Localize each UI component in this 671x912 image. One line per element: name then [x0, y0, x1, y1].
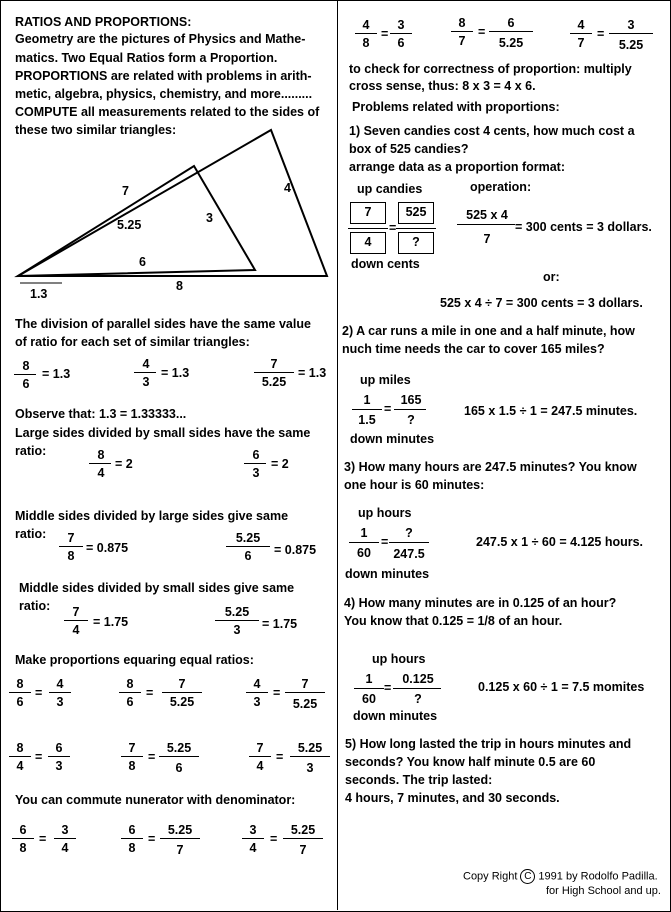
prop-b: 8	[19, 841, 27, 855]
prop-d: 6	[397, 36, 405, 50]
make-proportions-text: Make proportions equaring equal ratios:	[15, 653, 254, 667]
side-label-4: 4	[284, 181, 291, 195]
ratio-result: = 2	[115, 457, 133, 471]
equals-sign: =	[35, 686, 43, 700]
fraction-bar	[162, 692, 202, 693]
ratio-result: = 1.75	[93, 615, 129, 629]
problem-1-text: arrange data as a proportion format:	[349, 160, 566, 174]
down-label: down minutes	[350, 432, 435, 446]
check-text: cross sense, thus: 8 x 3 = 4 x 6.	[349, 79, 536, 93]
calc-numerator: 525 x 4	[466, 208, 508, 222]
intro-line: these two similar triangles:	[15, 123, 177, 137]
ratio-denominator: 6	[22, 377, 30, 391]
copyright-icon: C	[520, 869, 535, 884]
prop-b: 4	[249, 841, 257, 855]
ratio-numerator: 7	[67, 531, 75, 545]
ratio-result: = 1.75	[262, 617, 298, 631]
fraction-bar	[254, 372, 294, 373]
prop-a: 6	[128, 823, 136, 837]
prop-d: ?	[414, 692, 422, 706]
equals-sign: =	[597, 27, 605, 41]
prop-b: 60	[357, 546, 371, 560]
side-label-7: 7	[122, 184, 129, 198]
prop-b: 1.5	[358, 413, 376, 427]
fraction-bar	[242, 838, 264, 839]
ratio-denominator: 3	[233, 623, 241, 637]
fraction-bar	[394, 409, 426, 410]
problems-heading: Problems related with proportions:	[352, 100, 560, 114]
equals-sign: =	[148, 832, 156, 846]
prop-b: 8	[128, 759, 136, 773]
fraction-bar	[160, 838, 200, 839]
equals-sign: =	[146, 686, 154, 700]
fraction-bar	[352, 409, 382, 410]
proportion-box: ?	[398, 232, 434, 254]
problem-5-text: 4 hours, 7 minutes, and 30 seconds.	[345, 791, 560, 805]
problem-3-text: 3) How many hours are 247.5 minutes? You know	[344, 460, 637, 474]
parallel-text: The division of parallel sides have the same value	[15, 317, 311, 331]
fraction-bar	[49, 692, 71, 693]
commute-text: You can commute nunerator with denominator:	[15, 793, 296, 807]
equals-sign: =	[381, 535, 389, 549]
equals-sign: =	[389, 221, 397, 235]
prop-b: 7	[458, 34, 466, 48]
large-sides-text: Large sides divided by small sides have the same	[15, 426, 311, 440]
prop-c: 4	[56, 677, 64, 691]
observe-text: Observe that: 1.3 = 1.33333...	[15, 407, 187, 421]
proportion-box: 4	[350, 232, 386, 254]
down-label: down minutes	[345, 567, 430, 581]
parallel-text: of ratio for each set of similar triangles:	[15, 335, 250, 349]
intro-line: Geometry are the pictures of Physics and Mathe-	[15, 32, 306, 46]
prop-d: 5.25	[498, 36, 524, 50]
prop-d: 5.25	[169, 695, 195, 709]
middle-large-text: Middle sides divided by large sides give same	[15, 509, 289, 523]
prop-a: 3	[249, 823, 257, 837]
problem-5-text: seconds? You know half minute 0.5 are 60	[345, 755, 596, 769]
or-label: or:	[543, 270, 560, 284]
equals-sign: =	[273, 686, 281, 700]
prop-a: 1	[363, 393, 371, 407]
fraction-bar	[389, 542, 429, 543]
prop-b: 3	[253, 695, 261, 709]
prop-d: 4	[61, 841, 69, 855]
calc-result: 0.125 x 60 ÷ 1 = 7.5 momites	[478, 680, 645, 694]
prop-a: 4	[362, 18, 370, 32]
fraction-bar	[393, 688, 441, 689]
ratio-denominator: 5.25	[261, 375, 287, 389]
down-label: down cents	[351, 257, 420, 271]
prop-b: 4	[16, 759, 24, 773]
equals-sign: =	[384, 681, 392, 695]
intro-line: PROPORTIONS are related with problems in arith-	[15, 69, 312, 83]
fraction-bar	[134, 372, 156, 373]
fraction-bar	[48, 756, 70, 757]
fraction-bar	[609, 33, 653, 34]
large-sides-text: ratio:	[15, 444, 47, 458]
fraction-bar	[54, 838, 76, 839]
ratio-numerator: 6	[252, 448, 260, 462]
ratio-numerator: 8	[22, 359, 30, 373]
prop-c: 5.25	[297, 741, 323, 755]
fraction-bar	[290, 756, 330, 757]
side-label-8: 8	[176, 279, 183, 293]
ratio-result: = 0.875	[86, 541, 129, 555]
problem-4-text: 4) How many minutes are in 0.125 of an hour?	[344, 596, 617, 610]
copyright-author: 1991 by Rodolfo Padilla.	[538, 870, 658, 883]
prop-c: 3	[61, 823, 69, 837]
calc-result: 247.5 x 1 ÷ 60 = 4.125 hours.	[476, 535, 644, 549]
calc-denominator: 7	[483, 232, 491, 246]
ratio-result: = 1.3	[298, 366, 327, 380]
prop-c: ?	[405, 526, 413, 540]
equals-sign: =	[270, 832, 278, 846]
ratio-numerator: 5.25	[235, 531, 261, 545]
operation-label: operation:	[470, 180, 532, 194]
intro-line: metic, algebra, physics, chemistry, and more.........	[15, 87, 313, 101]
prop-a: 1	[360, 526, 368, 540]
middle-small-text: Middle sides divided by small sides give same	[19, 581, 295, 595]
alt-calc: 525 x 4 ÷ 7 = 300 cents = 3 dollars.	[440, 296, 643, 310]
ratio-result: = 2	[271, 457, 289, 471]
prop-c: 0.125	[402, 672, 434, 686]
problem-2-text: nuch time needs the car to cover 165 miles?	[342, 342, 605, 356]
prop-d: 3	[55, 759, 63, 773]
prop-b: 60	[362, 692, 376, 706]
fraction-bar	[390, 33, 412, 34]
prop-a: 4	[577, 18, 585, 32]
fraction-bar	[396, 228, 436, 229]
prop-d: 5.25	[292, 697, 318, 711]
audience-note: for High School and up.	[546, 885, 661, 897]
prop-d: 3	[306, 761, 314, 775]
fraction-bar	[355, 33, 377, 34]
equals-sign: =	[478, 25, 486, 39]
fraction-bar	[451, 31, 473, 32]
proportion-box: 525	[398, 202, 434, 224]
copyright-line	[463, 869, 658, 884]
equals-sign: =	[276, 750, 284, 764]
side-label-5-25: 5.25	[117, 218, 142, 232]
fraction-bar	[121, 838, 143, 839]
problem-1-text: box of 525 candies?	[349, 142, 469, 156]
ratio-result: = 1.3	[161, 366, 190, 380]
prop-b: 6	[126, 695, 134, 709]
side-label-6: 6	[139, 255, 146, 269]
fraction-bar	[59, 546, 83, 547]
ratio-numerator: 8	[97, 448, 105, 462]
problem-1-text: 1) Seven candies cost 4 cents, how much cost a	[349, 124, 635, 138]
prop-a: 7	[256, 741, 264, 755]
prop-a: 6	[19, 823, 27, 837]
problem-5-text: seconds. The trip lasted:	[345, 773, 493, 787]
prop-d: 6	[175, 761, 183, 775]
ratio-result: = 1.3	[42, 367, 71, 381]
prop-d: 5.25	[618, 38, 644, 52]
proportion-box: 7	[350, 202, 386, 224]
ratio-denominator: 8	[67, 549, 75, 563]
page-title: RATIOS AND PROPORTIONS:	[15, 15, 192, 29]
fraction-bar	[349, 542, 379, 543]
prop-a: 7	[128, 741, 136, 755]
fraction-bar	[249, 756, 271, 757]
intro-line: COMPUTE all measurements related to the sides of	[15, 105, 320, 119]
ratio-numerator: 5.25	[224, 605, 250, 619]
ratio-denominator: 6	[244, 549, 252, 563]
fraction-bar	[14, 374, 36, 375]
calc-result: = 300 cents = 3 dollars.	[515, 220, 652, 234]
prop-d: 7	[299, 843, 307, 857]
prop-c: 3	[627, 18, 635, 32]
ratio-denominator: 3	[252, 466, 260, 480]
fraction-bar	[89, 463, 111, 464]
prop-a: 1	[365, 672, 373, 686]
problem-5-text: 5) How long lasted the trip in hours minutes and	[345, 737, 632, 751]
prop-b: 7	[577, 36, 585, 50]
fraction-bar	[246, 692, 268, 693]
prop-d: 247.5	[393, 547, 425, 561]
prop-c: 165	[400, 393, 422, 407]
prop-c: 6	[507, 16, 515, 30]
prop-b: 8	[128, 841, 136, 855]
equals-sign: =	[148, 750, 156, 764]
check-text: to check for correctness of proportion: multiply	[349, 62, 632, 76]
problem-2-text: 2) A car runs a mile in one and a half minute, how	[342, 324, 635, 338]
problem-3-text: one hour is 60 minutes:	[344, 478, 485, 492]
prop-b: 4	[256, 759, 264, 773]
side-label-3: 3	[206, 211, 213, 225]
prop-a: 4	[253, 677, 261, 691]
fraction-bar	[285, 692, 325, 693]
ratio-numerator: 7	[270, 357, 278, 371]
prop-c: 6	[55, 741, 63, 755]
prop-d: 7	[176, 843, 184, 857]
prop-a: 8	[126, 677, 134, 691]
intro-line: matics. Two Equal Ratios form a Proportion.	[15, 51, 278, 65]
prop-d: 3	[56, 695, 64, 709]
up-label: up hours	[358, 506, 412, 520]
prop-c: 5.25	[166, 741, 192, 755]
base-difference-label: 1.3	[30, 287, 48, 301]
fraction-bar	[119, 692, 141, 693]
ratio-numerator: 7	[72, 605, 80, 619]
fraction-bar	[226, 546, 270, 547]
prop-d: ?	[407, 413, 415, 427]
ratio-numerator: 4	[142, 357, 150, 371]
calc-result: 165 x 1.5 ÷ 1 = 247.5 minutes.	[464, 404, 638, 418]
fraction-bar	[121, 756, 143, 757]
middle-large-text: ratio:	[15, 527, 47, 541]
prop-a: 8	[16, 677, 24, 691]
fraction-bar	[12, 838, 34, 839]
equals-sign: =	[35, 750, 43, 764]
equals-sign: =	[384, 402, 392, 416]
prop-c: 5.25	[167, 823, 193, 837]
fraction-bar	[159, 756, 199, 757]
prop-c: 7	[301, 677, 309, 691]
ratio-denominator: 4	[97, 466, 105, 480]
middle-small-text: ratio:	[19, 599, 51, 613]
fraction-bar	[283, 838, 323, 839]
fraction-bar	[489, 31, 533, 32]
up-label: up miles	[360, 373, 411, 387]
fraction-bar	[354, 688, 384, 689]
fraction-bar	[64, 620, 88, 621]
fraction-bar	[9, 756, 31, 757]
fraction-bar	[457, 224, 515, 225]
fraction-bar	[215, 620, 259, 621]
down-label: down minutes	[353, 709, 438, 723]
fraction-bar	[348, 228, 388, 229]
problem-4-text: You know that 0.125 = 1/8 of an hour.	[344, 614, 563, 628]
fraction-bar	[244, 463, 266, 464]
ratio-denominator: 3	[142, 375, 150, 389]
ratio-result: = 0.875	[274, 543, 317, 557]
prop-c: 3	[397, 18, 405, 32]
prop-a: 8	[458, 16, 466, 30]
prop-b: 6	[16, 695, 24, 709]
fraction-bar	[570, 33, 592, 34]
up-label: up candies	[357, 182, 423, 196]
prop-a: 8	[16, 741, 24, 755]
copyright-label: Copy Right	[463, 870, 518, 883]
prop-c: 5.25	[290, 823, 316, 837]
fraction-bar	[9, 692, 31, 693]
prop-b: 8	[362, 36, 370, 50]
up-label: up hours	[372, 652, 426, 666]
equals-sign: =	[39, 832, 47, 846]
equals-sign: =	[381, 27, 389, 41]
ratio-denominator: 4	[72, 623, 80, 637]
prop-c: 7	[178, 677, 186, 691]
